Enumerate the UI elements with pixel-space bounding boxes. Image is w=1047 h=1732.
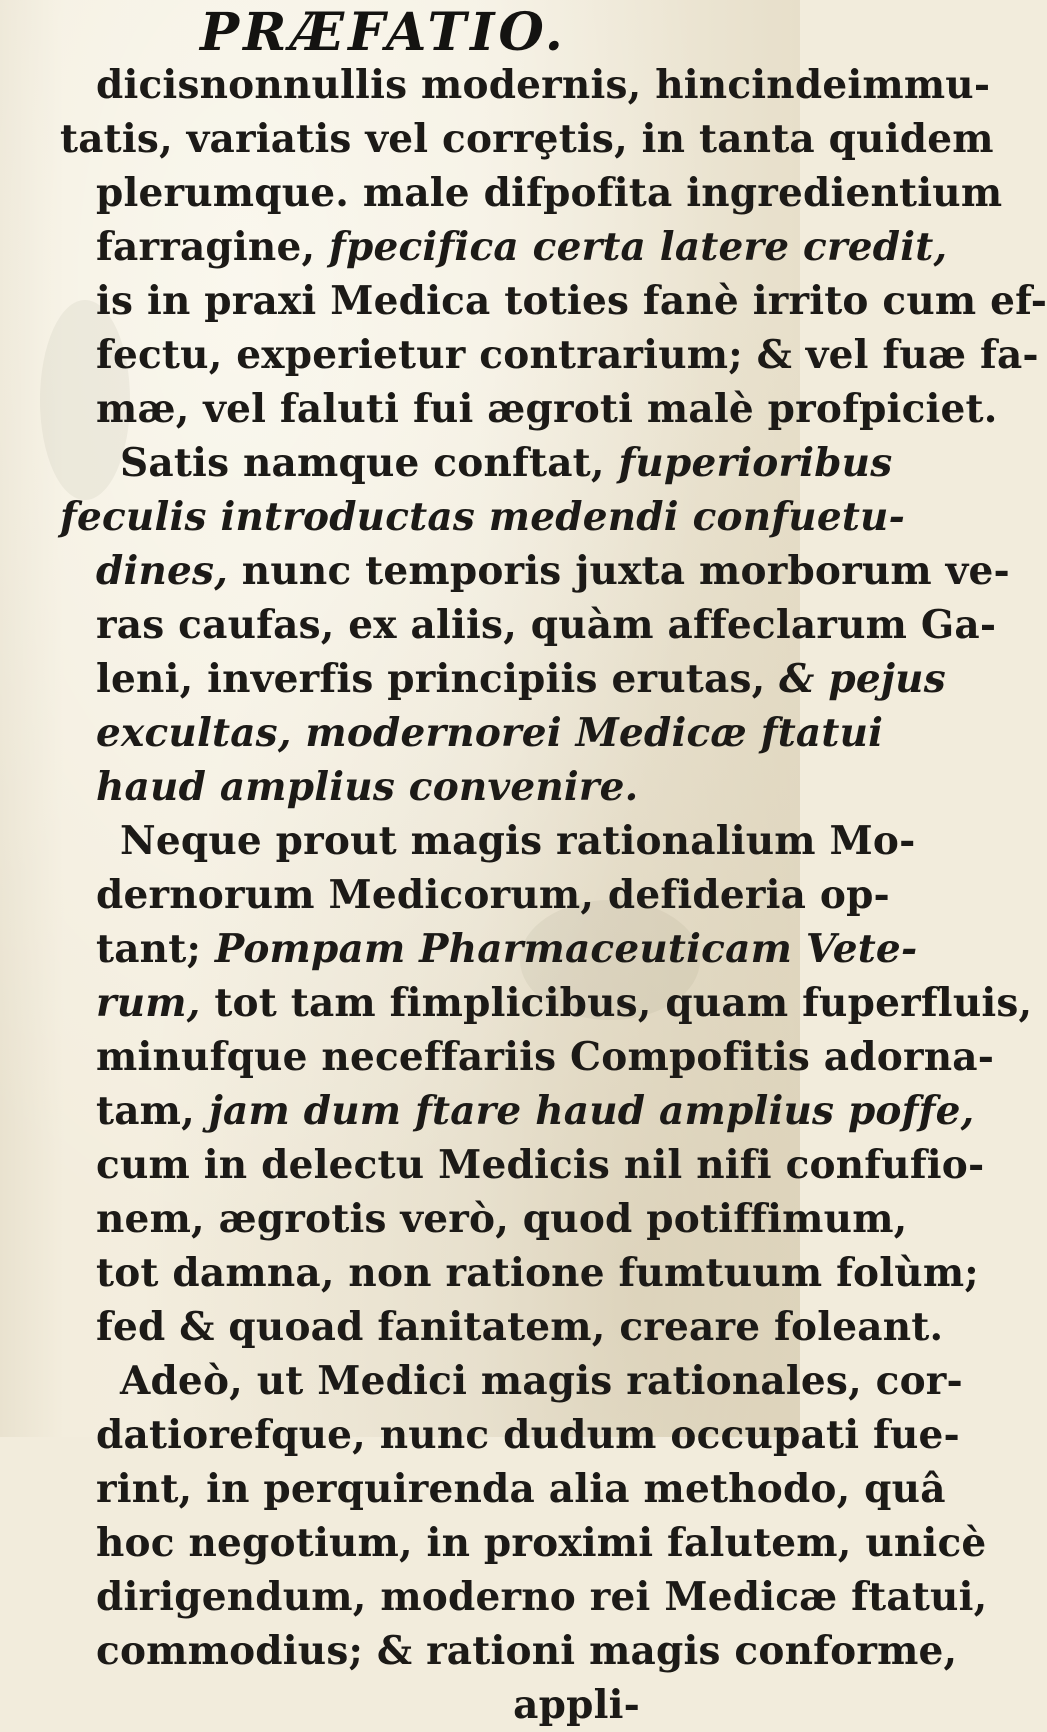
roman-text: tot damna, non ratione fumtuum folùm; bbox=[96, 1250, 979, 1296]
text-line bbox=[60, 1246, 979, 1300]
italic-text: dines, bbox=[96, 548, 228, 594]
roman-text: nem, ægrotis verò, quod potiffimum, bbox=[96, 1196, 908, 1242]
text-line bbox=[60, 274, 1047, 328]
roman-text: ras caufas, ex aliis, quàm affeclarum Ga- bbox=[96, 602, 997, 648]
italic-text: fpecifica certa latere credit, bbox=[329, 224, 948, 270]
roman-text: tant; bbox=[96, 926, 215, 972]
text-line bbox=[60, 58, 991, 112]
text-line bbox=[60, 490, 905, 544]
text-line bbox=[60, 652, 946, 706]
text-line bbox=[60, 922, 918, 976]
roman-text: tam, bbox=[96, 1088, 209, 1134]
roman-text: Neque prout magis rationalium Mo- bbox=[120, 818, 916, 864]
italic-text: rum, bbox=[96, 980, 201, 1026]
text-line bbox=[60, 706, 884, 760]
text-line bbox=[60, 112, 994, 166]
text-line bbox=[60, 382, 998, 436]
italic-text: feculis introductas medendi confuetu- bbox=[60, 494, 905, 540]
text-line bbox=[60, 976, 1033, 1030]
roman-text: tatis, variatis vel corrȩtis, in tanta quidem bbox=[60, 116, 994, 162]
running-head: PRÆFATIO. bbox=[200, 2, 567, 63]
text-line bbox=[60, 868, 890, 922]
roman-text: fed & quoad fanitatem, creare foleant. bbox=[96, 1304, 944, 1350]
roman-text: Satis namque conftat, bbox=[120, 440, 619, 486]
roman-text: leni, inverfis principiis erutas, bbox=[96, 656, 780, 702]
text-line bbox=[60, 220, 948, 274]
text-line bbox=[60, 1408, 960, 1462]
roman-text: nunc temporis juxta morborum ve- bbox=[228, 548, 1010, 594]
roman-text: rint, in perquirenda alia methodo, quâ bbox=[96, 1466, 946, 1512]
roman-text: mæ, vel faluti fui ægroti malè profpiciet. bbox=[96, 386, 998, 432]
roman-text: is in praxi Medica toties fanè irrito cum ef- bbox=[96, 278, 1047, 324]
text-line bbox=[60, 1192, 908, 1246]
text-line bbox=[60, 1300, 944, 1354]
text-line bbox=[60, 598, 997, 652]
text-line bbox=[60, 1624, 958, 1678]
text-line bbox=[60, 1570, 988, 1624]
text-line bbox=[60, 1462, 946, 1516]
roman-text: dernorum Medicorum, defideria op- bbox=[96, 872, 890, 918]
text-line bbox=[60, 1678, 780, 1732]
text-line bbox=[60, 328, 1039, 382]
roman-text: plerumque. male difpofita ingredientium bbox=[96, 170, 1003, 216]
roman-text: farragine, bbox=[96, 224, 330, 270]
italic-text: jam dum ftare haud amplius poffe, bbox=[208, 1088, 975, 1134]
text-line bbox=[60, 166, 1003, 220]
body-text bbox=[60, 58, 1047, 1732]
italic-text: haud amplius convenire. bbox=[96, 764, 639, 810]
italic-text: excultas, modernorei Medicæ ftatui bbox=[96, 710, 884, 756]
roman-text: Adeò, ut Medici magis rationales, cor- bbox=[120, 1358, 963, 1404]
italic-text: Pompam Pharmaceuticam Vete- bbox=[214, 926, 918, 972]
roman-text: hoc negotium, in proximi falutem, unicè bbox=[96, 1520, 987, 1566]
text-line bbox=[60, 1138, 985, 1192]
roman-text: minufque neceffariis Compofitis adorna- bbox=[96, 1034, 995, 1080]
roman-text: fectu, experietur contrarium; & vel fuæ fa- bbox=[96, 332, 1039, 378]
italic-text: & pejus bbox=[779, 656, 946, 702]
text-line bbox=[60, 544, 1010, 598]
text-line bbox=[60, 1030, 995, 1084]
text-line bbox=[60, 760, 780, 814]
roman-text: dicisnonnullis modernis, hincindeimmu- bbox=[96, 62, 991, 108]
roman-text: cum in delectu Medicis nil nifi confufio- bbox=[96, 1142, 985, 1188]
roman-text: dirigendum, moderno rei Medicæ ftatui, bbox=[96, 1574, 988, 1620]
roman-text: commodius; & rationi magis conforme, bbox=[96, 1628, 958, 1674]
text-line bbox=[60, 436, 893, 490]
roman-text: appli- bbox=[513, 1682, 640, 1728]
text-line bbox=[60, 1354, 963, 1408]
text-line bbox=[60, 814, 916, 868]
roman-text: datiorefque, nunc dudum occupati fue- bbox=[96, 1412, 960, 1458]
text-line bbox=[60, 1084, 975, 1138]
roman-text: tot tam fimplicibus, quam fuperfluis, bbox=[200, 980, 1033, 1026]
italic-text: fuperioribus bbox=[618, 440, 893, 486]
text-line bbox=[60, 1516, 987, 1570]
